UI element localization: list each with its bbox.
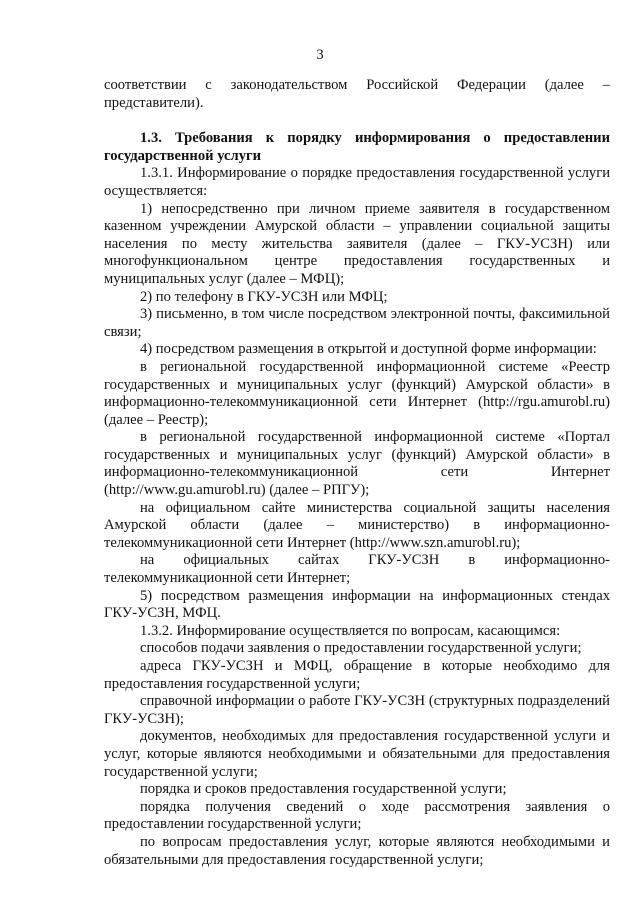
list-item: 1) непосредственно при личном приеме заявителя в государственном казенном учреждении Амурской области – управлении социальной защиты населения по месту жительства заявителя (далее – ГКУ-УСЗН) или многофункциональном центре предоставления государственных и муниципальных услуг (далее – МФЦ); [104, 200, 610, 287]
list-item: порядка получения сведений о ходе рассмотрения заявления о предоставлении государственной услуги; [104, 798, 610, 833]
list-item: 2) по телефону в ГКУ-УСЗН или МФЦ; [140, 288, 388, 305]
list-item: документов, необходимых для предоставления государственной услуги и услуг, которые являются необходимыми и обязательными для предоставления государственной услуги; [104, 728, 610, 780]
list-item: по вопросам предоставления услуг, которые являются необходимыми и обязательными для предоставления государственной услуги; [104, 833, 610, 868]
list-item: 5) посредством размещения информации на информационных стендах ГКУ-УСЗН, МФЦ. [104, 587, 610, 622]
page-number: 3 [316, 47, 324, 63]
sub-list-item: в региональной государственной информационной системе «Реестр государственных и муниципальных услуг (функций) Амурской области» в информационно-телекоммуникационной сети Интернет (http://rgu.amurobl.ru) (далее – Реестр); [104, 358, 610, 428]
section-heading: 1.3. Требования к порядку информирования о предоставлении государственной услуги [104, 130, 610, 164]
list-item: порядка и сроков предоставления государственной услуги; [140, 781, 507, 798]
list-item: 4) посредством размещения в открытой и доступной форме информации: [140, 341, 597, 358]
list-item: адреса ГКУ-УСЗН и МФЦ, обращение в которые необходимо для предоставления государственной услуги; [104, 658, 610, 692]
sub-list-item: на официальных сайтах ГКУ-УСЗН в информационно-телекоммуникационной сети Интернет; [104, 552, 610, 587]
paragraph-continuation: соответствии с законодательством Российской Федерации (далее – представители). [104, 77, 610, 111]
list-item: справочной информации о работе ГКУ-УСЗН (структурных подразделений ГКУ-УСЗН); [104, 693, 610, 727]
list-item: 3) письменно, в том числе посредством электронной почты, факсимильной связи; [104, 306, 610, 340]
paragraph: 1.3.1. Информирование о порядке предоставления государственной услуги осуществляется: [104, 165, 610, 199]
sub-list-item: на официальном сайте министерства социальной защиты населения Амурской области (далее – министерство) в информационно-телекоммуникационной сети Интернет (http://www.szn.amurobl.ru); [104, 499, 610, 551]
document-body [104, 77, 610, 869]
paragraph: 1.3.2. Информирование осуществляется по вопросам, касающимся: [140, 622, 561, 639]
list-item: способов подачи заявления о предоставлении государственной услуги; [140, 640, 582, 657]
sub-list-item: в региональной государственной информационной системе «Портал государственных и муниципальных услуг (функций) Амурской области» в информационно-телекоммуникационной сети Интернет (http://www.gu.amurobl.ru) (далее – РПГУ); [104, 429, 610, 499]
